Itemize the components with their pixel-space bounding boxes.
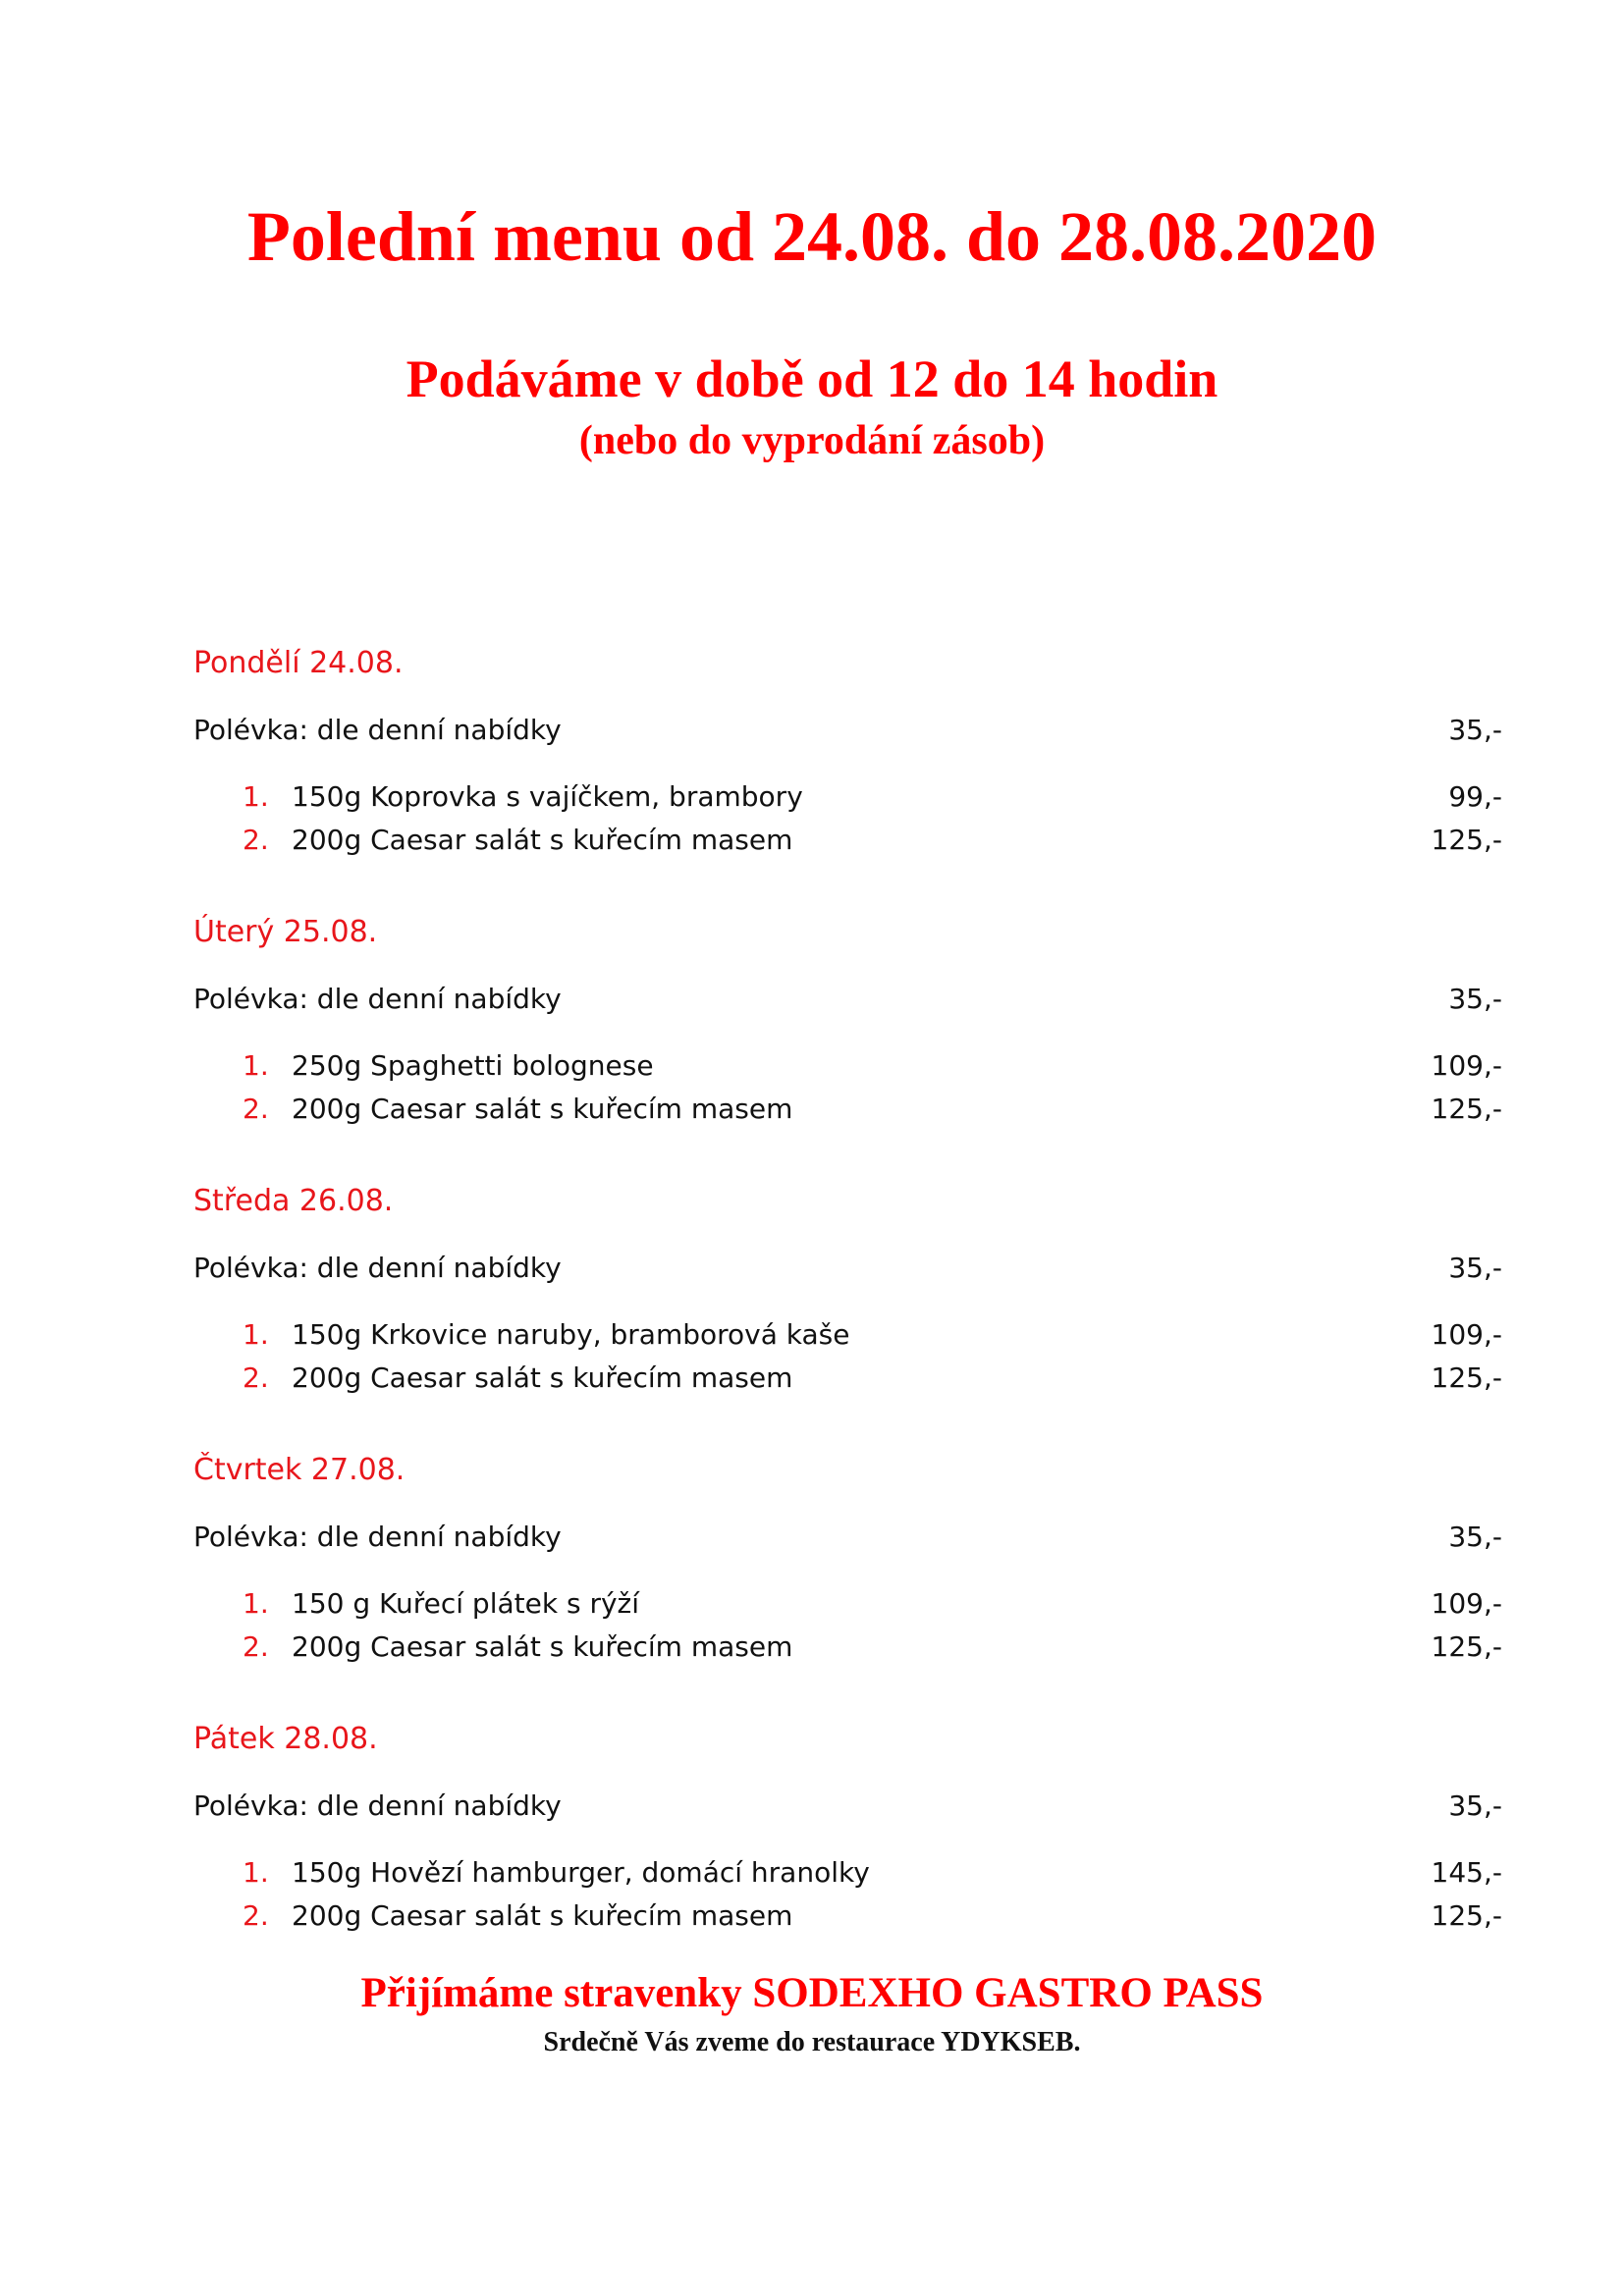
dish-description: 150g Krkovice naruby, bramborová kaše (292, 1318, 850, 1351)
dish-description: 200g Caesar salát s kuřecím masem (292, 1093, 793, 1125)
dish-row (193, 1628, 1502, 1667)
day-heading: Pondělí 24.08. (193, 646, 404, 680)
soup-label: Polévka: dle denní nabídky (193, 1521, 562, 1553)
dish-number: 1. (243, 1318, 269, 1351)
dish-price: 145,- (1431, 1856, 1502, 1889)
soup-price: 35,- (1448, 1252, 1502, 1284)
soup-price: 35,- (1448, 983, 1502, 1015)
dish-number: 1. (243, 780, 269, 813)
dish-price: 109,- (1431, 1318, 1502, 1351)
day-section-monday (193, 644, 1502, 899)
day-heading: Čtvrtek 27.08. (193, 1453, 406, 1487)
dish-description: 200g Caesar salát s kuřecím masem (292, 1362, 793, 1394)
dish-price: 125,- (1431, 1630, 1502, 1663)
dish-description: 150g Hovězí hamburger, domácí hranolky (292, 1856, 870, 1889)
stock-note: (nebo do vyprodání zásob) (578, 418, 1046, 463)
dish-description: 200g Caesar salát s kuřecím masem (292, 1899, 793, 1932)
day-heading: Středa 26.08. (193, 1184, 394, 1218)
page-title: Polední menu od 24.08. do 28.08.2020 (246, 197, 1378, 276)
soup-price: 35,- (1448, 1521, 1502, 1553)
dish-price: 125,- (1431, 824, 1502, 856)
soup-row (193, 1518, 1502, 1557)
dish-row (193, 1315, 1502, 1355)
dish-number: 2. (243, 1630, 269, 1663)
soup-price: 35,- (1448, 1789, 1502, 1822)
day-section-thursday (193, 1451, 1502, 1706)
day-heading: Úterý 25.08. (193, 915, 378, 949)
dish-row (193, 1046, 1502, 1086)
invitation-text: Srdečně Vás zveme do restaurace YDYKSEB. (543, 2027, 1081, 2057)
dish-price: 99,- (1448, 780, 1502, 813)
soup-label: Polévka: dle denní nabídky (193, 1252, 562, 1284)
soup-label: Polévka: dle denní nabídky (193, 714, 562, 746)
day-section-wednesday (193, 1182, 1502, 1437)
dish-row (193, 1359, 1502, 1398)
dish-number: 2. (243, 1362, 269, 1394)
dish-price: 109,- (1431, 1587, 1502, 1620)
dish-description: 150g Koprovka s vajíčkem, brambory (292, 780, 803, 813)
soup-row (193, 1787, 1502, 1826)
dish-price: 125,- (1431, 1362, 1502, 1394)
dish-number: 2. (243, 1899, 269, 1932)
dish-row (193, 1584, 1502, 1624)
dish-row (193, 1853, 1502, 1893)
day-section-friday (193, 1720, 1502, 1975)
day-heading: Pátek 28.08. (193, 1722, 378, 1756)
dish-row (193, 777, 1502, 817)
day-section-tuesday (193, 913, 1502, 1168)
dish-number: 1. (243, 1856, 269, 1889)
dish-row (193, 1896, 1502, 1936)
serving-hours: Podáváme v době od 12 do 14 hodin (406, 349, 1218, 408)
dish-number: 2. (243, 824, 269, 856)
dish-description: 250g Spaghetti bolognese (292, 1049, 654, 1082)
dish-number: 1. (243, 1587, 269, 1620)
soup-price: 35,- (1448, 714, 1502, 746)
dish-description: 150 g Kuřecí plátek s rýží (292, 1587, 640, 1620)
dish-description: 200g Caesar salát s kuřecím masem (292, 824, 793, 856)
soup-label: Polévka: dle denní nabídky (193, 983, 562, 1015)
voucher-notice: Přijímáme stravenky SODEXHO GASTRO PASS (360, 1970, 1264, 2016)
soup-row (193, 1249, 1502, 1288)
soup-label: Polévka: dle denní nabídky (193, 1789, 562, 1822)
soup-row (193, 711, 1502, 750)
dish-price: 125,- (1431, 1899, 1502, 1932)
dish-description: 200g Caesar salát s kuřecím masem (292, 1630, 793, 1663)
soup-row (193, 980, 1502, 1019)
dish-price: 125,- (1431, 1093, 1502, 1125)
dish-number: 2. (243, 1093, 269, 1125)
dish-number: 1. (243, 1049, 269, 1082)
dish-price: 109,- (1431, 1049, 1502, 1082)
dish-row (193, 821, 1502, 860)
dish-row (193, 1090, 1502, 1129)
